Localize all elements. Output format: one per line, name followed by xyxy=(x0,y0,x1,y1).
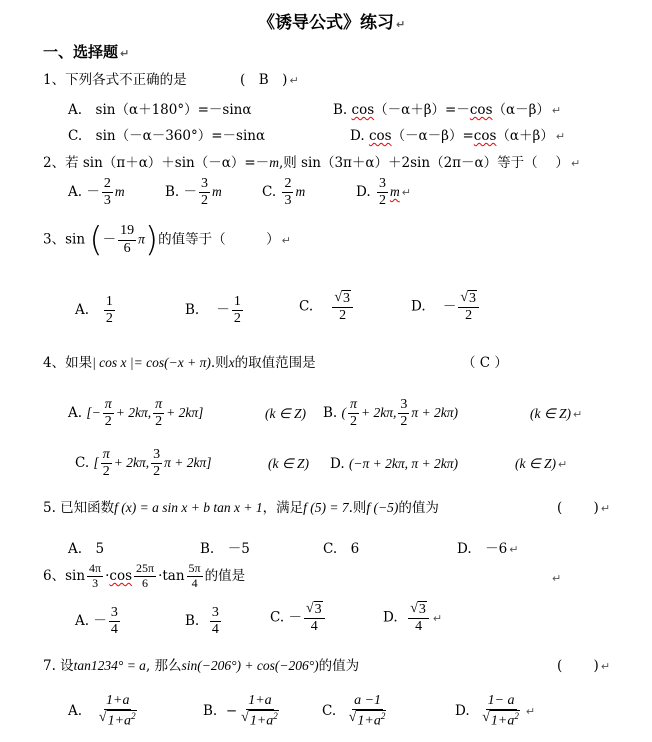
q6-option-a: A. － $\frac{3}{4}$ xyxy=(75,605,118,638)
question-4-stem: 4、如果| cos x |= cos(−x + π).则x的取值范围是 xyxy=(43,355,316,371)
q1-option-c: C. sin（－α－360°）=－sinα xyxy=(68,128,266,144)
q4-option-d: D. (−π + 2kπ, π + 2kπ) xyxy=(330,456,459,472)
q4-option-b: B. ( $\frac{\pi}{2}$ + 2kπ, $\frac{3}{2}$ π + 2kπ) xyxy=(323,397,459,430)
q1-option-a: A. sin（α＋180°）=－sinα xyxy=(68,102,252,118)
question-1-answer: ( B ) ↵ xyxy=(240,72,299,88)
q7-option-b: B. − 1+a √ $1+a^2$ xyxy=(203,693,278,729)
q3-option-b: B. － $\frac{1}{2}$ xyxy=(185,294,241,327)
q6-paragraph-mark: ↵ xyxy=(552,572,562,585)
question-5-stem: 5. 已知函数f (x) = a sin x + b tan x + 1，满足f (5) = 7.则f (−5)的值为 xyxy=(43,500,439,516)
question-6-stem: 6、sin $\frac{4\pi}{3}$ ·cos $\frac{25\pi}{6}$ ·tan $\frac{5\pi}{4}$ 的值是 xyxy=(43,561,246,590)
q4-option-c-condition: (k ∈ Z) xyxy=(268,456,310,471)
q2-option-d: D. $\frac{3}{2}$ m ↵ xyxy=(356,176,411,209)
section-heading: 一、选择题 ↵ xyxy=(43,43,130,61)
q4-option-c: C. [ $\frac{\pi}{2}$ + 2kπ, $\frac{3}{2}$ π + 2kπ] xyxy=(75,447,212,480)
q6-option-c: C. － √ 3 4 xyxy=(270,601,327,635)
q2-option-a: A. － $\frac{2}{3}$ m xyxy=(68,176,125,209)
q4-option-a-condition: (k ∈ Z) xyxy=(265,406,307,421)
question-5-answer: ( ) ↵ xyxy=(557,500,611,516)
q3-option-d: D. － √ 3 2 xyxy=(411,290,481,324)
question-2-stem: 2、若 sin（π＋α）＋sin（－α）=－m,则 sin（3π＋α）＋2sin（2π－α）等于（ ） ↵ xyxy=(43,155,581,171)
q4-option-a: A. [− $\frac{\pi}{2}$ + 2kπ, $\frac{\pi}{2}$ + 2kπ] xyxy=(68,397,204,430)
question-7-answer: ( ) ↵ xyxy=(557,658,611,674)
q3-option-c: C. √ 3 2 xyxy=(299,290,355,324)
question-3-stem: 3、sin (－ $\frac{19}{6}$ π)的值等于（ ） ↵ xyxy=(43,220,291,260)
q3-option-a: A. $\frac{1}{2}$ xyxy=(75,294,113,327)
q6-option-d: D. √ 3 4 ↵ xyxy=(383,601,443,635)
q5-option-c: C. 6 xyxy=(323,541,360,557)
question-4-answer: （ C ） xyxy=(462,355,508,371)
question-1-stem: 1、下列各式不正确的是 xyxy=(43,72,187,88)
q5-option-d: D. －6 ↵ xyxy=(457,541,519,557)
question-7-stem: 7. 设tan1234° = a, 那么sin(−206°) + cos(−206°)的值为 xyxy=(43,658,360,674)
page-title: 《诱导公式》练习 ↵ xyxy=(258,13,406,33)
q4-option-d-condition: (k ∈ Z) ↵ xyxy=(515,456,568,471)
q1-option-b: B. cos（－α＋β）=－cos（α－β） ↵ xyxy=(333,102,562,118)
q4-option-b-condition: (k ∈ Z) ↵ xyxy=(530,406,583,421)
q5-option-b: B. －5 xyxy=(200,541,250,557)
q6-option-b: B. $\frac{3}{4}$ xyxy=(185,605,219,638)
q7-option-d: D. 1− a √ $1+a^2$ ↵ xyxy=(455,693,536,729)
q7-option-c: C. a −1 √ $1+a^2$ xyxy=(322,693,386,729)
q5-option-a: A. 5 xyxy=(68,541,105,557)
q2-option-b: B. － $\frac{3}{2}$ m xyxy=(165,176,222,209)
q2-option-c: C. $\frac{2}{3}$ m xyxy=(262,176,306,209)
q1-option-d: D. cos（－α－β）=cos（α＋β） ↵ xyxy=(350,128,566,144)
q7-option-a: A. 1+a √ $1+a^2$ xyxy=(68,693,136,729)
